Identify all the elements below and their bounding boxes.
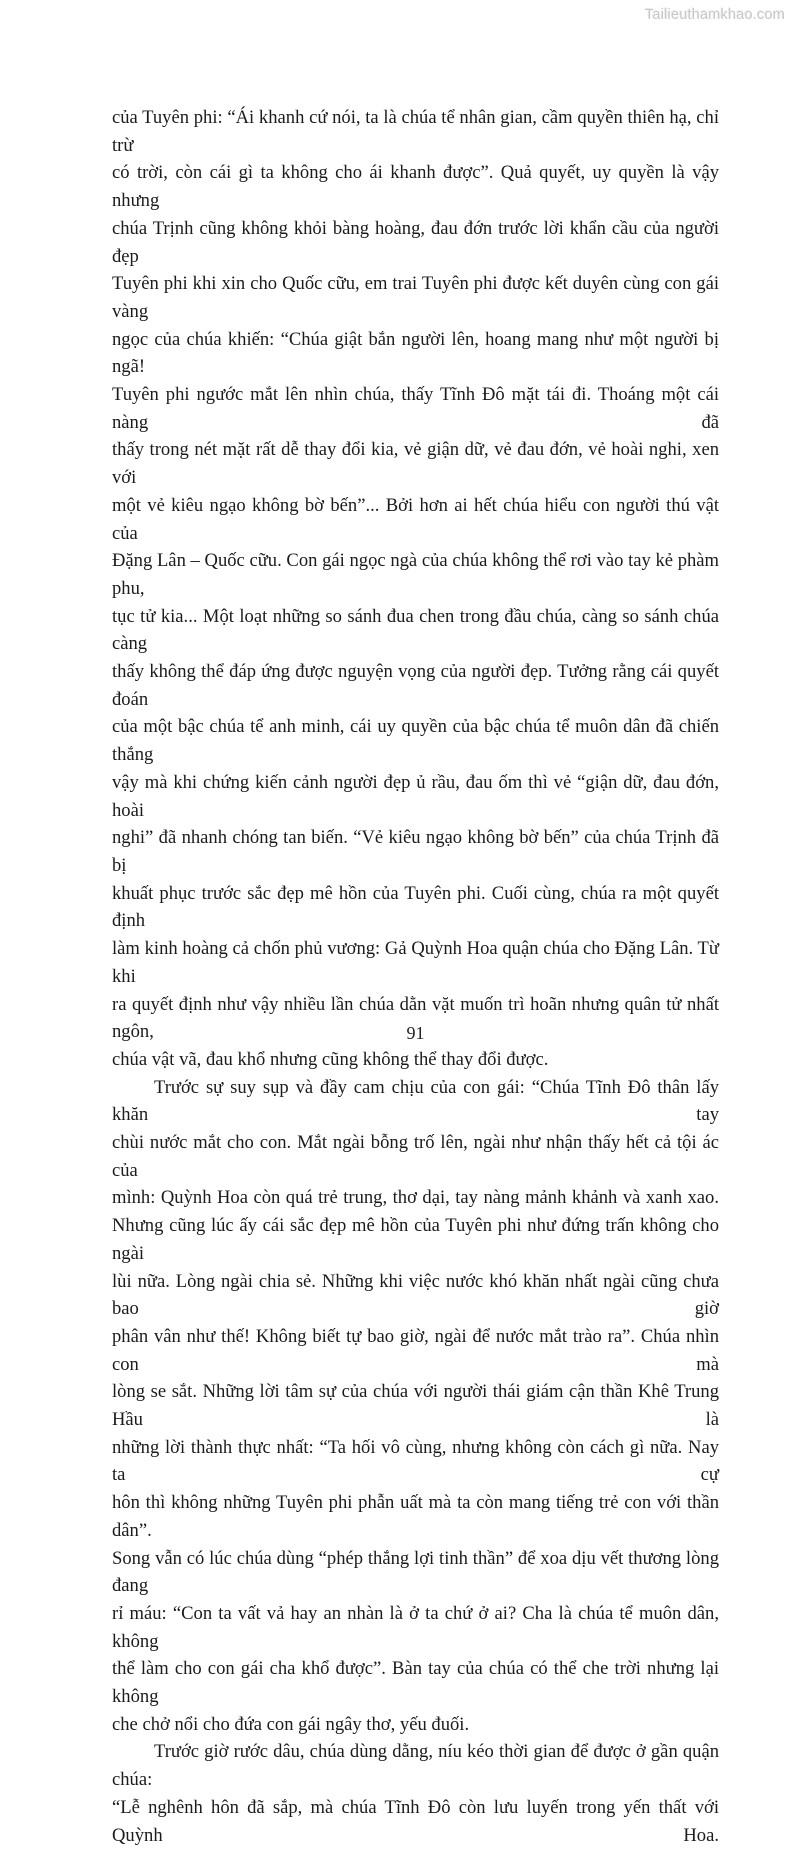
- text-line: mình: Quỳnh Hoa còn quá trẻ trung, thơ dại, tay nàng mảnh khảnh và xanh xao.: [112, 1187, 719, 1209]
- text-line: nghi” đã nhanh chóng tan biến. “Vẻ kiêu ngạo không bờ bến” của chúa Trịnh đã bị: [112, 827, 719, 876]
- text-line: rỉ máu: “Con ta vất vả hay an nhàn là ở ta chứ ở ai? Cha là chúa tể muôn dân, không: [112, 1602, 719, 1652]
- text-line: Tuyên phi ngước mắt lên nhìn chúa, thấy Tĩnh Đô mặt tái đi. Thoáng một cái nàng đã: [112, 384, 719, 433]
- text-line: một vẻ kiêu ngạo không bờ bến”... Bởi hơn ai hết chúa hiểu con người thú vật của: [112, 494, 719, 544]
- text-line: ra quyết định như vậy nhiều lần chúa dằn vặt muốn trì hoãn nhưng quân tử nhất ngôn,: [112, 993, 719, 1043]
- text-line: ngọc của chúa khiến: “Chúa giật bắn người lên, hoang mang như một người bị ngã!: [112, 328, 719, 378]
- paragraph: [112, 104, 719, 1074]
- text-line: hôn thì không những Tuyên phi phẫn uất mà ta còn mang tiếng trẻ con với thần dân”.: [112, 1492, 719, 1541]
- paragraph: [112, 1074, 719, 1739]
- text-line: Tuyên phi khi xin cho Quốc cữu, em trai Tuyên phi được kết duyên cùng con gái vàng: [112, 273, 719, 322]
- watermark: Tailieuthamkhao.com: [644, 7, 785, 23]
- text-line: lòng se sắt. Những lời tâm sự của chúa với người thái giám cận thần Khê Trung Hầu là: [112, 1381, 719, 1431]
- text-line: Trước giờ rước dâu, chúa dùng dằng, níu kéo thời gian để được ở gần quận chúa:: [112, 1741, 719, 1791]
- text-block: [112, 104, 719, 1849]
- text-line: chúa vật vã, đau khổ nhưng cũng không thể thay đổi được.: [112, 1048, 549, 1070]
- text-line: Nhưng cũng lúc ấy cái sắc đẹp mê hồn của Tuyên phi như đứng trấn không cho ngài: [112, 1215, 719, 1264]
- text-line: “Lễ nghênh hôn đã sắp, mà chúa Tĩnh Đô còn lưu luyến trong yến thất với Quỳnh Hoa.: [112, 1796, 719, 1846]
- text-line: thấy không thể đáp ứng được nguyện vọng của người đẹp. Tưởng rằng cái quyết đoán: [112, 661, 719, 710]
- text-line: thể làm cho con gái cha khổ được”. Bàn tay của chúa có thể che trời nhưng lại không: [112, 1658, 719, 1708]
- text-line: che chở nổi cho đứa con gái ngây thơ, yếu đuối.: [112, 1713, 470, 1735]
- text-line: khuất phục trước sắc đẹp mê hồn của Tuyên phi. Cuối cùng, chúa ra một quyết định: [112, 882, 719, 932]
- page-number: 91: [406, 1023, 425, 1043]
- text-line: của một bậc chúa tể anh minh, cái uy quyền của bậc chúa tể muôn dân đã chiến thắng: [112, 716, 719, 766]
- text-line: Song vẫn có lúc chúa dùng “phép thắng lợi tinh thần” để xoa dịu vết thương lòng đang: [112, 1547, 719, 1597]
- text-line: vậy mà khi chứng kiến cảnh người đẹp ủ rầu, đau ốm thì vẻ “giận dữ, đau đớn, hoài: [112, 771, 719, 821]
- text-line: làm kinh hoàng cả chốn phủ vương: Gả Quỳnh Hoa quận chúa cho Đặng Lân. Từ khi: [112, 938, 719, 987]
- text-line: phân vân như thế! Không biết tự bao giờ, ngài để nước mắt trào ra”. Chúa nhìn con mà: [112, 1325, 719, 1375]
- text-line: có trời, còn cái gì ta không cho ái khanh được”. Quả quyết, uy quyền là vậy nhưng: [112, 162, 719, 212]
- text-line: thấy trong nét mặt rất dễ thay đổi kia, vẻ giận dữ, vẻ đau đớn, vẻ hoài nghi, xen với: [112, 439, 719, 489]
- text-line: tục tử kia... Một loạt những so sánh đua chen trong đầu chúa, càng so sánh chúa càng: [112, 605, 719, 655]
- text-line: Đặng Lân – Quốc cữu. Con gái ngọc ngà của chúa không thể rơi vào tay kẻ phàm phu,: [112, 550, 719, 599]
- text-line: Trước sự suy sụp và đầy cam chịu của con gái: “Chúa Tĩnh Đô thân lấy khăn tay: [112, 1076, 719, 1126]
- text-line: những lời thành thực nhất: “Ta hối vô cùng, nhưng không còn cách gì nữa. Nay ta cự: [112, 1436, 719, 1486]
- text-line: lùi nữa. Lòng ngài chia sẻ. Những khi việc nước khó khăn nhất ngài cũng chưa bao giờ: [112, 1270, 719, 1320]
- text-line: chùi nước mắt cho con. Mắt ngài bỗng trố lên, ngài như nhận thấy hết cả tội ác của: [112, 1132, 719, 1181]
- text-line: của Tuyên phi: “Ái khanh cứ nói, ta là chúa tể nhân gian, cầm quyền thiên hạ, chỉ trừ: [112, 107, 719, 156]
- text-line: chúa Trịnh cũng không khỏi bàng hoàng, đau đớn trước lời khẩn cầu của người đẹp: [112, 217, 719, 267]
- paragraph: [112, 1738, 719, 1849]
